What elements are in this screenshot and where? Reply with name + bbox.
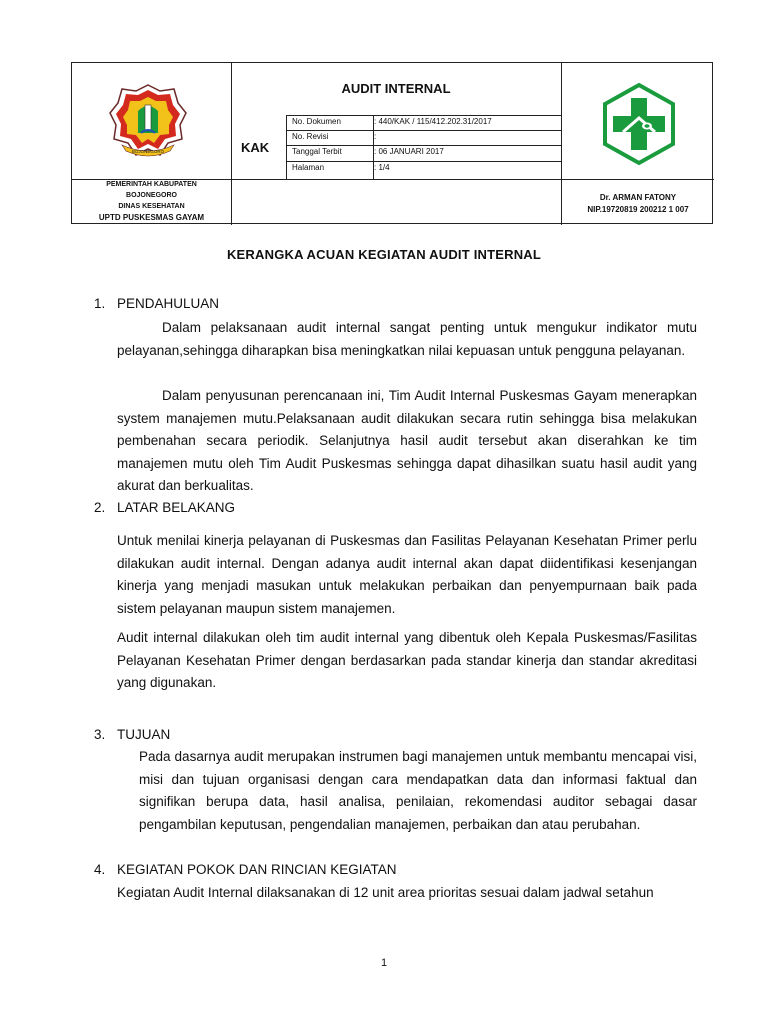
section-2-paragraph-2: Audit internal dilakukan oleh tim audit internal yang dibentuk oleh Kepala Puskesmas/Fasilitas Pelayanan Kesehatan Primer dengan berdasarkan pada standar kinerja dan standar akreditasi yang digunakan.	[117, 630, 697, 691]
meta-value-revision: :	[374, 132, 377, 141]
meta-label-page: Halaman	[292, 163, 325, 172]
meta-value-issue-date: : 06 JANUARI 2017	[374, 147, 444, 156]
section-2-number: 2.	[94, 500, 106, 515]
meta-row-line-3	[286, 145, 561, 146]
org-line-3: DINAS KESEHATAN	[118, 203, 185, 210]
meta-row-line-1	[286, 115, 561, 116]
section-3-paragraph-1: Pada dasarnya audit merupakan instrumen bagi manajemen untuk membantu mencapai visi, misi dan tujuan organisasi dengan cara mendapatkan data dan informasi faktual dan signifikan berupa data, hasil analisa, penilaian, rekomendasi auditor sebagai dasar pengambilan keputusan, pengendalian manajemen, perbaikan dan atau perubahan.	[139, 749, 697, 832]
emblem-ribbon-text: BOJONEGORO	[131, 149, 165, 154]
meta-value-page: : 1/4	[374, 163, 390, 172]
document-title: KERANGKA ACUAN KEGIATAN AUDIT INTERNAL	[226, 247, 542, 262]
section-1-paragraph-2: Dalam penyusunan perencanaan ini, Tim Audit Internal Puskesmas Gayam menerapkan system manajemen mutu.Pelaksanaan audit dilakukan secara rutin sehingga bisa melakukan pembenahan secara periodik. Selanjutnya hasil audit tersebut akan diserahkan ke tim manajemen mutu oleh Tim Audit Puskesmas sehingga dapat dihasilkan suatu hasil audit yang akurat dan berkualitas.	[117, 388, 697, 494]
meta-value-doc-number: : 440/KAK / 115/412.202.31/2017	[374, 117, 492, 126]
document-header-table	[71, 62, 713, 224]
meta-row-line-4	[286, 161, 561, 162]
section-2-paragraph-1: Untuk menilai kinerja pelayanan di Puskesmas dan Fasilitas Pelayanan Kesehatan Primer perlu dilakukan audit internal. Dengan adanya audit internal akan dapat diidentifikasi kesenjangan kinerja yang menjadi masukan untuk melakukan perbaikan dan penyempurnaan baik pada sistem pelayanan maupun sistem manajemen.	[117, 533, 697, 616]
bojonegoro-emblem-logo	[108, 83, 188, 161]
section-4-number: 4.	[94, 862, 106, 877]
section-3-number: 3.	[94, 727, 106, 742]
kak-label: KAK	[241, 140, 270, 155]
org-line-2: BOJONEGORO	[126, 192, 177, 199]
org-line-1: PEMERINTAH KABUPATEN	[106, 181, 197, 188]
section-2-title: LATAR BELAKANG	[117, 500, 236, 515]
signer-block	[562, 192, 714, 216]
section-3-heading	[94, 727, 170, 742]
organization-block	[72, 179, 231, 223]
section-1-number: 1.	[94, 296, 106, 311]
meta-label-revision: No. Revisi	[292, 132, 329, 141]
section-3-title: TUJUAN	[117, 727, 171, 742]
section-4-paragraph-1: Kegiatan Audit Internal dilaksanakan di 12 unit area prioritas sesuai dalam jadwal setahun	[117, 885, 654, 900]
signer-name: Dr. ARMAN FATONY	[599, 193, 677, 202]
org-line-4: UPTD PUSKESMAS GAYAM	[98, 213, 205, 222]
signer-nip: NIP.19720819 200212 1 007	[587, 205, 689, 214]
meta-label-doc-number: No. Dokumen	[292, 117, 341, 126]
page-number: 1	[380, 957, 388, 969]
meta-label-issue-date: Tanggal Terbit	[292, 147, 342, 156]
section-1-paragraph-1: Dalam pelaksanaan audit internal sangat penting untuk mengukur indikator mutu pelayanan,sehingga diharapkan bisa meningkatkan nilai kepuasan untuk pengguna pelayanan.	[117, 320, 697, 358]
document-type-title: AUDIT INTERNAL	[341, 81, 451, 96]
section-1-heading	[94, 296, 219, 311]
section-4-title: KEGIATAN POKOK DAN RINCIAN KEGIATAN	[117, 862, 397, 877]
section-4-heading	[94, 862, 397, 877]
section-1-title: PENDAHULUAN	[117, 296, 220, 311]
header-divider-kak	[286, 115, 287, 179]
puskesmas-logo	[597, 82, 681, 166]
section-2-heading	[94, 500, 235, 515]
meta-row-line-2	[286, 130, 561, 131]
